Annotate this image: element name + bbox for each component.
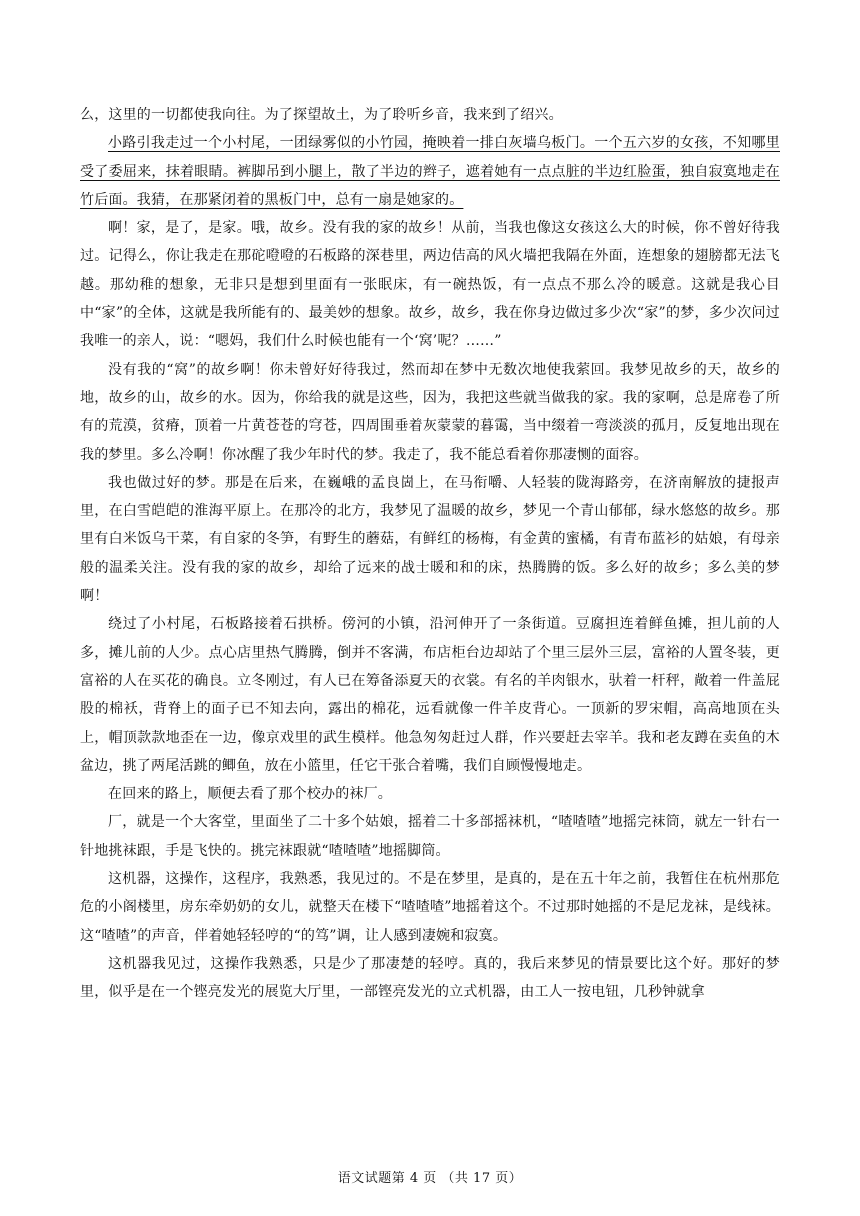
- paragraph-5: 绕过了小村尾，石板路接着石拱桥。傍河的小镇，沿河伸开了一条街道。豆腐担连着鲜鱼摊，担儿前的人多，摊儿前的人少。点心店里热气腾腾，倒并不客满，布店柜台边却站了个里三层外三层，富裕的人置冬装，更富裕的人在买花的确良。立冬刚过，有人已在筹备添夏天的衣裳。有名的羊肉银水，驮着一杆秤，敞着一件盖屁股的棉袄，背脊上的面子已不知去向，露出的棉花，远看就像一件羊皮背心。一顶新的罗宋帽，高高地顶在头上，帽顶款款地歪在一边，像京戏里的武生模样。他急匆匆赶过人群，作兴要赶去宰羊。我和老友蹲在卖鱼的木盆边，挑了两尾活跳的鲫鱼，放在小篮里，任它干张合着嘴，我们自顾慢慢地走。: [80, 616, 780, 774]
- paragraph-7: 厂，就是一个大客堂，里面坐了二十多个姑娘，摇着二十多部摇袜机，“喳喳喳”地摇完袜筒，就左一针右一针地挑袜跟，手是飞快的。挑完袜跟就“喳喳喳”地摇脚筒。: [80, 814, 780, 859]
- paragraph-1: [80, 129, 780, 214]
- article-body: [80, 101, 780, 1007]
- paragraph-0: 么，这里的一切都使我向往。为了探望故土，为了聆听乡音，我来到了绍兴。: [80, 107, 563, 123]
- paragraph-3: 没有我的“窝”的故乡啊！你未曾好好待我过，然而却在梦中无数次地使我萦回。我梦见故乡的天，故乡的地，故乡的山，故乡的水。因为，你给我的就是这些，因为，我把这些就当做我的家。我的家啊，总是席卷了所有的荒漠，贫瘠，顶着一片黄苍苍的穹苍，四周围垂着灰蒙蒙的暮霭，当中缀着一弯淡淡的孤月，反复地出现在我的梦里。多么冷啊！你冰醒了我少年时代的梦。我走了，我不能总看着你那凄恻的面容。: [80, 361, 780, 463]
- paragraph-9: 这机器我见过，这操作我熟悉，只是少了那凄楚的轻哼。真的，我后来梦见的情景要比这个好。那好的梦里，似乎是在一个铿亮发光的展览大厅里，一部铿亮发光的立式机器，由工人一按电钮，几秒钟就拿: [80, 955, 780, 1001]
- paragraph-4: 我也做过好的梦。那是在后来，在巍峨的孟良崮上，在马衔嚼、人轻装的陇海路旁，在济南解放的捷报声里，在白雪皑皑的淮海平原上。在那冷的北方，我梦见了温暖的故乡，梦见一个青山郁郁，绿水悠悠的故乡。那里有白米饭乌干菜，有自家的冬笋，有野生的蘑菇，有鲜红的杨梅，有金黄的蜜橘，有青布蓝衫的姑娘，有母亲般的温柔关注。没有我的家的故乡，却给了远来的战士暖和和的床，热腾腾的饭。多么好的故乡；多么美的梦啊！: [80, 474, 780, 605]
- page-footer: 语文试题第 4 页 （共 17 页）: [337, 1171, 523, 1186]
- paragraph-2: 啊！家，是了，是家。哦，故乡。没有我的家的故乡！从前，当我也像这女孩这么大的时候，你不曾好待我过。记得么，你让我走在那砣噔噔的石板路的深巷里，两边佶高的风火墙把我隔在外面，连想象的翅膀都无法飞越。那幼稚的想象，无非只是想到里面有一张眠床，有一碗热饭，有一点点不那么冷的暖意。这就是我心目中“家”的全体，这就是我所能有的、最美妙的想象。故乡，故乡，我在你身边做过多少次“家”的梦，多少次问过我唯一的亲人，说：“嗯妈，我们什么时候也能有一个‘窝’呢？……”: [80, 220, 780, 350]
- paragraph-6: 在回来的路上，顺便去看了那个校办的袜厂。: [108, 786, 392, 803]
- underlined-passage: 小路引我走过一个小村尾，一团绿雾似的小竹园，掩映着一排白灰墙乌板门。一个五六岁的女孩，不知哪里受了委屈来，抹着眼睛。裤脚吊到小腿上，散了半边的辫子，遮着她有一点点脏的半边红脸蛋，独自寂寞地走在竹后面。我猜，在那紧闭着的黑板门中，总有一扇是她家的。: [80, 135, 780, 208]
- paragraph-8: 这机器，这操作，这程序，我熟悉，我见过的。不是在梦里，是真的，是在五十年之前，我暂住在杭州那危危的小阁楼里，房东牵奶奶的女儿，就整天在楼下“喳喳喳”地摇着这个。不过那时她摇的不是尼龙袜，是线袜。这“喳喳”的声音，伴着她轻轻哼的“的笃”调，让人感到凄婉和寂寞。: [80, 871, 780, 944]
